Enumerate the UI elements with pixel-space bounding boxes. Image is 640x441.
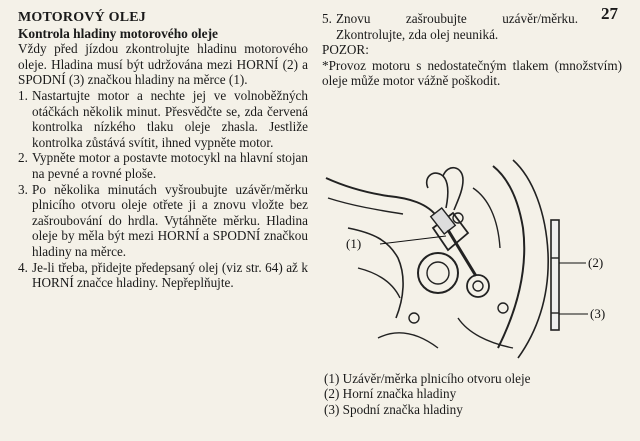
step-1 [18, 88, 308, 150]
step-5 [322, 11, 622, 42]
engine-diagram-svg [318, 158, 618, 360]
step-number: 4. [18, 259, 28, 275]
step-number: 5. [322, 11, 332, 26]
caution-heading: POZOR: [322, 42, 369, 58]
dipstick-illustration [318, 158, 618, 360]
step-2 [18, 150, 308, 181]
right-column [322, 8, 622, 89]
section-subtitle: Kontrola hladiny motorového oleje [18, 25, 218, 41]
figure-legend [324, 371, 624, 417]
step-3 [18, 182, 308, 260]
step-text: Po několika minutách vyšroubujte uzávěr/měrku plnicího otvoru oleje otřete ji a znovu vložte bez zašroubování do hrdla. Vytáhněte měrku. Hladina oleje by měla být mezi HORNÍ a SPODNÍ značkou hladiny na měrce. [32, 181, 308, 259]
legend-item: (2) Horní značka hladiny [324, 386, 457, 402]
legend-item: (1) Uzávěr/měrka plnicího otvoru oleje [324, 371, 531, 386]
caution-text: *Provoz motoru s nedostatečným tlakem (množstvím) oleje může motor vážně poškodit. [322, 57, 622, 89]
step-number: 1. [18, 87, 28, 103]
callout-1-label: (1) [346, 236, 362, 251]
intro-paragraph: Vždy před jízdou zkontrolujte hladinu motorového oleje. Hladina musí být udržována mezi HORNÍ (2) a SPODNÍ (3) značkou hladiny na měrce (1). [18, 41, 308, 88]
step-number: 3. [18, 181, 28, 197]
callout-3-label: (3) [590, 306, 606, 321]
step-number: 2. [18, 150, 28, 166]
left-column [18, 8, 308, 291]
legend-item: (3) Spodní značka hladiny [324, 401, 463, 417]
section-title: MOTOROVÝ OLEJ [18, 10, 146, 25]
step-text: Je-li třeba, přidejte předepsaný olej (viz str. 64) až k HORNÍ značce hladiny. Nepřeplňujte. [32, 259, 308, 291]
callout-2-label: (2) [588, 255, 604, 270]
step-text: Vypněte motor a postavte motocykl na hlavní stojan na pevné a rovné ploše. [32, 150, 308, 181]
step-text: Nastartujte motor a nechte jej ve volnoběžných otáčkách několik minut. Přesvědčte se, zda červená kontrolka nízkého tlaku oleje zhasla. Jestliže kontrolka zůstává svítit, ihned vypněte motor. [32, 87, 308, 150]
page-number: 27 [601, 4, 618, 23]
step-4 [18, 260, 308, 291]
step-text: Znovu zašroubujte uzávěr/měrku. Zkontrolujte, zda olej neuniká. [336, 11, 578, 42]
